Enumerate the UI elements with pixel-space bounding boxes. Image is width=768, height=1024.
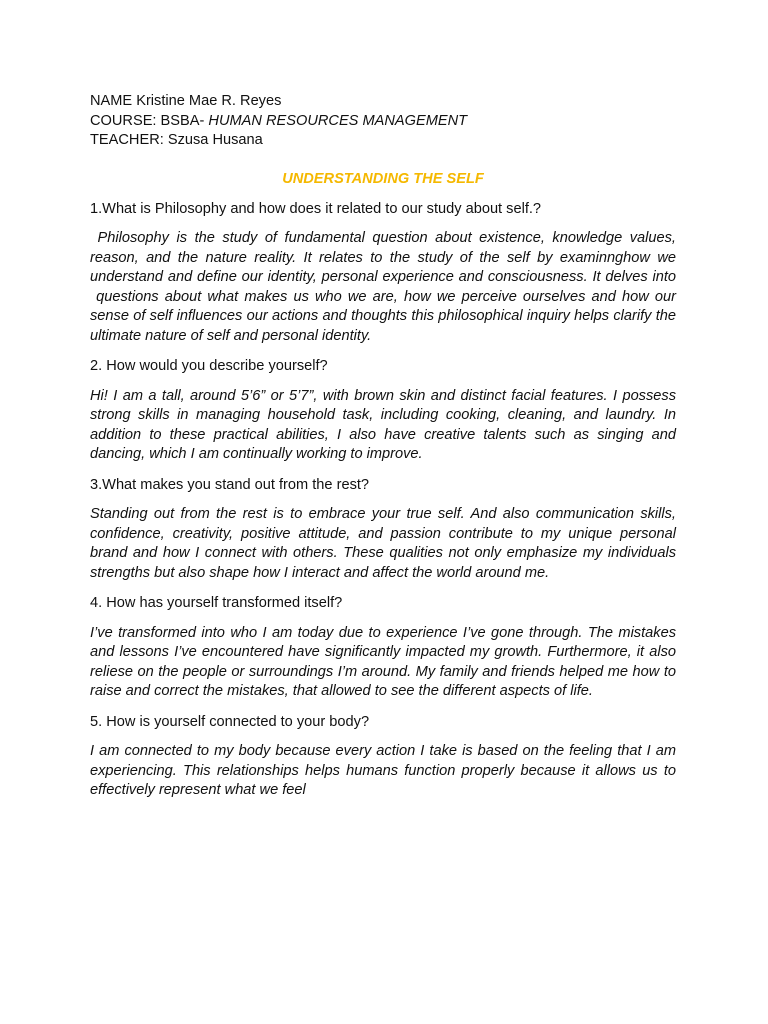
course-value: HUMAN RESOURCES MANAGEMENT <box>208 112 468 129</box>
answer-2: Hi! I am a tall, around 5’6” or 5’7”, with brown skin and distinct facial features. I possess strong skills in managing household task, including cooking, cleaning, and laundry. In addition to these practical abilities, I also have creative talents such as singing and dancing, which I am continually working to improve. <box>90 387 676 462</box>
answer-3: Standing out from the rest is to embrace your true self. And also communication skills, confidence, creativity, positive attitude, and passion contribute to my unique personal brand and how I connect with others. These qualities not only emphasize my individuals strengths but also shape how I interact and affect the world around me. <box>90 506 676 581</box>
teacher-line: TEACHER: Szusa Husana <box>90 132 263 148</box>
document-title: UNDERSTANDING THE SELF <box>282 170 484 187</box>
course-line <box>90 112 676 132</box>
question-5: 5. How is yourself connected to your body? <box>90 713 370 730</box>
course-label: COURSE: BSBA- <box>90 112 209 129</box>
question-2: 2. How would you describe yourself? <box>90 358 328 374</box>
document-page <box>90 92 676 801</box>
answer-1: Philosophy is the study of fundamental question about existence, knowledge values, reason, and the nature reality. It relates to the study of the self by examinnghow we understand and define our identity, personal experience and consciousness. It delves into questions about what makes us who we are, how we perceive ourselves and how our sense of self influences our actions and thoughts this philosophical inquiry helps clarify the ultimate nature of self and personal identity. <box>90 230 676 344</box>
student-name: NAME Kristine Mae R. Reyes <box>90 93 282 109</box>
question-3: 3.What makes you stand out from the rest? <box>90 476 370 493</box>
answer-5: I am connected to my body because every action I take is based on the feeling that I am experiencing. This relationships helps humans function properly because it allows us to effectively represent what we feel <box>90 743 676 798</box>
question-1: 1.What is Philosophy and how does it related to our study about self.? <box>90 200 542 217</box>
answer-4: I’ve transformed into who I am today due to experience I’ve gone through. The mistakes and lessons I’ve encountered have significantly impacted my growth. Furthermore, it also reliese on the people or surroundings I’m around. My family and friends helped me how to raise and correct the mistakes, that allowed to see the different aspects of life. <box>90 624 676 699</box>
question-4: 4. How has yourself transformed itself? <box>90 595 343 611</box>
